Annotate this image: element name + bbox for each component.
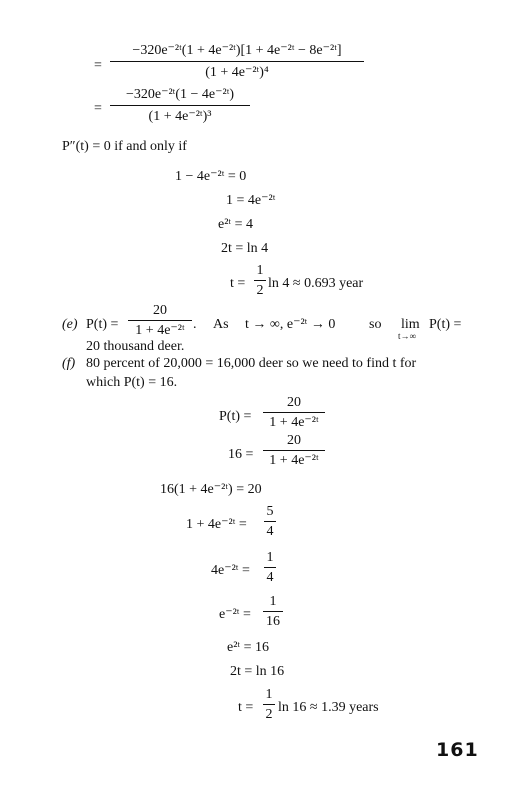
derivation-step-lhs: t = [238, 700, 254, 715]
fraction-bar [264, 521, 276, 522]
fraction-five-fourths [264, 505, 276, 541]
period: . [193, 317, 197, 332]
numerator: 20 [153, 303, 167, 318]
fraction-bar [263, 704, 275, 705]
derivation-step-lhs: t = [230, 276, 246, 291]
equals-sign: = [94, 58, 102, 73]
denominator: 4 [266, 524, 274, 539]
equation-lhs: e⁻²ᵗ = [219, 607, 251, 622]
derivation-step: 1 = 4e⁻²ᵗ [226, 193, 276, 208]
limit-subscript: t→∞ [398, 331, 416, 341]
derivation-step: e²ᵗ = 4 [218, 217, 253, 232]
numerator: 20 [287, 433, 301, 448]
part-label-e: (e) [62, 317, 78, 332]
fraction-logistic [128, 304, 192, 340]
denominator: 1 + 4e⁻²ᵗ [269, 415, 319, 430]
numerator: 5 [266, 504, 274, 519]
fraction-bar [254, 280, 266, 281]
fraction-second-derivative-expanded [110, 44, 364, 82]
numerator: 1 [266, 550, 274, 565]
derivation-result: ln 4 ≈ 0.693 year [268, 276, 364, 291]
limit-value-lhs: P(t) = [429, 317, 462, 332]
fraction-bar [264, 567, 276, 568]
fraction-bar [263, 450, 325, 451]
fraction-bar [263, 412, 325, 413]
paragraph-line: which P(t) = 16. [86, 375, 178, 390]
fraction-bar [110, 61, 364, 62]
limit-operator: lim [401, 317, 420, 332]
numerator: −320e⁻²ᵗ(1 + 4e⁻²ᵗ)[1 + 4e⁻²ᵗ − 8e⁻²ᵗ] [132, 43, 342, 58]
fraction-one-half [254, 264, 266, 300]
fraction-logistic [263, 434, 325, 470]
fraction-one-fourth [264, 551, 276, 587]
derivation-step: 16(1 + 4e⁻²ᵗ) = 20 [160, 482, 262, 497]
function-lhs: P(t) = [86, 317, 119, 332]
page-number: 161 [436, 739, 479, 761]
numerator: 1 [256, 263, 264, 278]
fraction-logistic [263, 396, 325, 432]
denominator: 16 [266, 614, 280, 629]
equation-lhs: P(t) = [219, 409, 252, 424]
part-label-f: (f) [62, 356, 76, 371]
fraction-one-half [263, 688, 275, 724]
denominator: 2 [265, 707, 273, 722]
fraction-second-derivative-simplified [110, 88, 250, 126]
derivation-result: ln 16 ≈ 1.39 years [278, 700, 379, 715]
equation-lhs: 1 + 4e⁻²ᵗ = [186, 517, 247, 532]
denominator: (1 + 4e⁻²ᵗ)⁴ [205, 65, 269, 80]
paragraph-line: 80 percent of 20,000 = 16,000 deer so we need to find t for [86, 356, 417, 371]
fraction-bar [110, 105, 250, 106]
limit-statement: t → ∞, e⁻²ᵗ → 0 [245, 317, 336, 332]
derivation-step: 2t = ln 4 [221, 241, 269, 256]
numerator: 1 [269, 594, 277, 609]
equals-sign: = [94, 101, 102, 116]
text-as: As [213, 317, 229, 332]
denominator: 4 [266, 570, 274, 585]
fraction-bar [128, 320, 192, 321]
numerator: −320e⁻²ᵗ(1 − 4e⁻²ᵗ) [125, 87, 235, 102]
numerator: 1 [265, 687, 273, 702]
denominator: 1 + 4e⁻²ᵗ [135, 323, 185, 338]
denominator: 2 [256, 283, 264, 298]
denominator: (1 + 4e⁻²ᵗ)³ [148, 109, 212, 124]
numerator: 20 [287, 395, 301, 410]
text-so: so [369, 317, 382, 332]
fraction-one-sixteenth [263, 595, 283, 631]
condition-text: P″(t) = 0 if and only if [62, 139, 187, 154]
derivation-step: 2t = ln 16 [230, 664, 285, 679]
fraction-bar [263, 611, 283, 612]
derivation-step: 1 − 4e⁻²ᵗ = 0 [175, 169, 247, 184]
derivation-step: e²ᵗ = 16 [227, 640, 269, 655]
equation-lhs: 4e⁻²ᵗ = [211, 563, 250, 578]
denominator: 1 + 4e⁻²ᵗ [269, 453, 319, 468]
equation-lhs: 16 = [228, 447, 254, 462]
conclusion-text: 20 thousand deer. [86, 339, 185, 354]
